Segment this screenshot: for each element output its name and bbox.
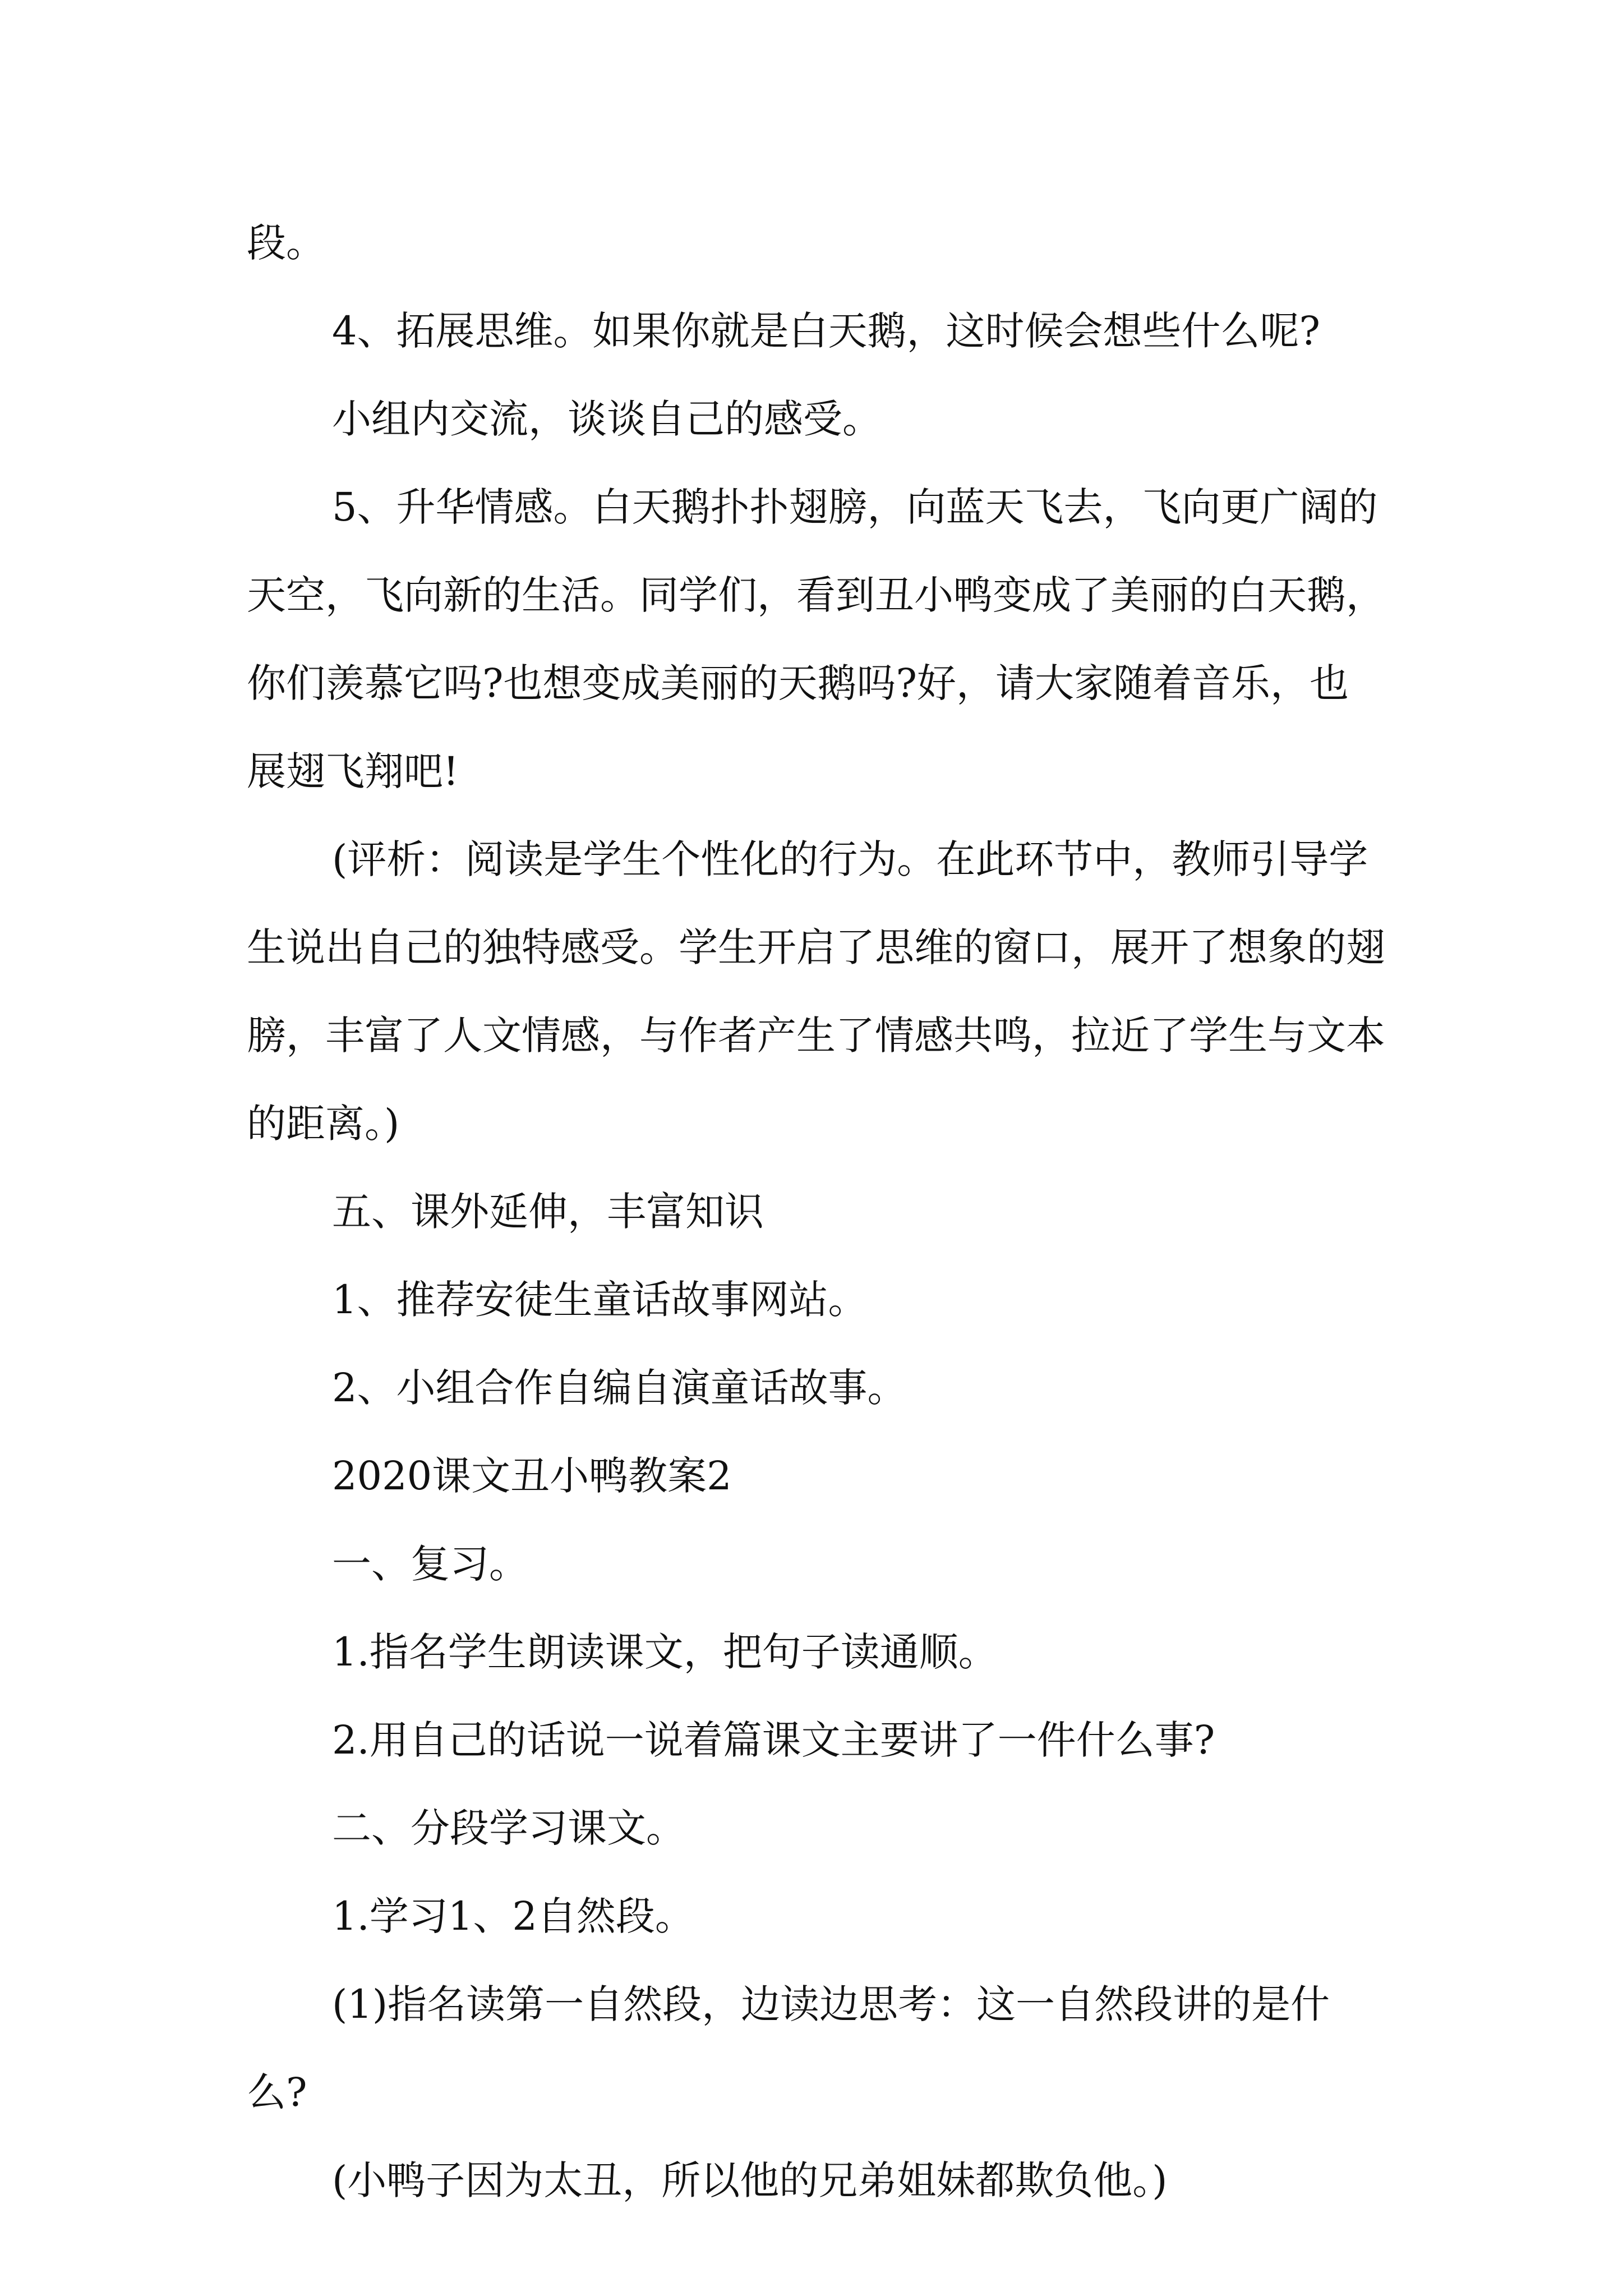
section-heading-review: 一、复习。: [332, 1541, 528, 1587]
paragraph-analysis: (评析：阅读是学生个性化的行为。在此环节中，教师引导学生说出自己的独特感受。学生开启了思维的窗口，展开了想象的翅膀，丰富了人文情感，与作者产生了情感共鸣，拉近了学生与文本的距离。): [247, 836, 1385, 1147]
paragraph-sublimate-emotion: 5、升华情感。白天鹅扑扑翅膀，向蓝天飞去，飞向更广阔的天空，飞向新的生活。同学们，看到丑小鸭变成了美丽的白天鹅，你们羡慕它吗?也想变成美丽的天鹅吗?好，请大家随着音乐，也展翅飞翔吧!: [247, 484, 1385, 794]
paragraph-continuation: 段。: [247, 220, 325, 266]
section-heading-extension: 五、课外延伸，丰富知识: [332, 1189, 764, 1235]
list-item: 1、推荐安徒生童话故事网站。: [332, 1277, 868, 1323]
list-item: 1.指名学生朗读课文，把句子读通顺。: [332, 1629, 998, 1675]
lesson-title: 2020课文丑小鸭教案2: [332, 1453, 732, 1499]
document-body: [247, 199, 1385, 2225]
section-heading-study: 二、分段学习课文。: [332, 1805, 685, 1851]
paragraph-group-exchange: 小组内交流，谈谈自己的感受。: [332, 396, 882, 442]
list-item: 2.用自己的话说一说着篇课文主要讲了一件什么事?: [332, 1717, 1215, 1763]
paragraph-expand-thinking: 4、拓展思维。如果你就是白天鹅，这时候会想些什么呢?: [332, 308, 1321, 354]
list-item: 1.学习1、2自然段。: [332, 1893, 694, 1939]
answer-note: (小鸭子因为太丑，所以他的兄弟姐妹都欺负他。): [332, 2157, 1168, 2203]
list-item: (1)指名读第一自然段，边读边思考：这一自然段讲的是什么?: [247, 1981, 1330, 2115]
list-item: 2、小组合作自编自演童话故事。: [332, 1365, 907, 1411]
